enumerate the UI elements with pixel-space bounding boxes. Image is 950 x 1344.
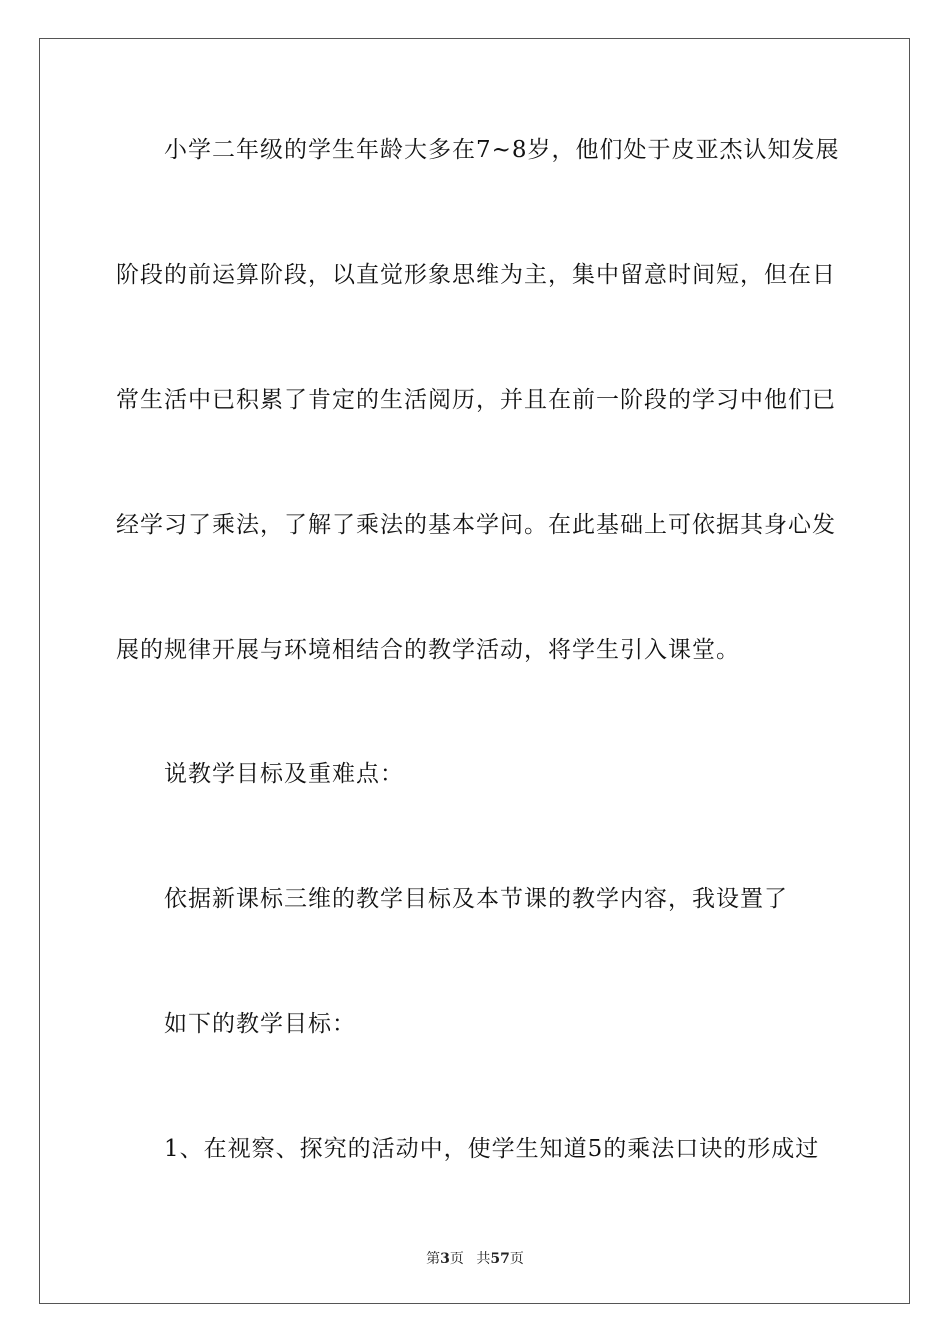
section-heading: 说教学目标及重难点： (164, 761, 404, 787)
paragraph-line: 展的规律开展与环境相结合的教学活动，将学生引入课堂。 (116, 637, 740, 663)
paragraph-line: 如下的教学目标： (164, 1011, 356, 1037)
paragraph-line: 阶段的前运算阶段，以直觉形象思维为主，集中留意时间短，但在日 (116, 262, 836, 288)
total-pages-indicator: 共57页 (476, 1251, 524, 1267)
paragraph-line: 经学习了乘法，了解了乘法的基本学问。在此基础上可依据其身心发 (116, 512, 836, 538)
list-item-line: 1、在视察、探究的活动中，使学生知道5的乘法口诀的形成过 (164, 1136, 820, 1162)
page-indicator: 第3页 (426, 1251, 464, 1267)
page-footer (0, 1248, 950, 1268)
paragraph-line: 常生活中已积累了肯定的生活阅历，并且在前一阶段的学习中他们已 (116, 387, 836, 413)
page-border (39, 38, 910, 1304)
paragraph-line: 小学二年级的学生年龄大多在7~8岁，他们处于皮亚杰认知发展 (164, 137, 840, 163)
paragraph-line: 依据新课标三维的教学目标及本节课的教学内容，我设置了 (164, 886, 788, 912)
